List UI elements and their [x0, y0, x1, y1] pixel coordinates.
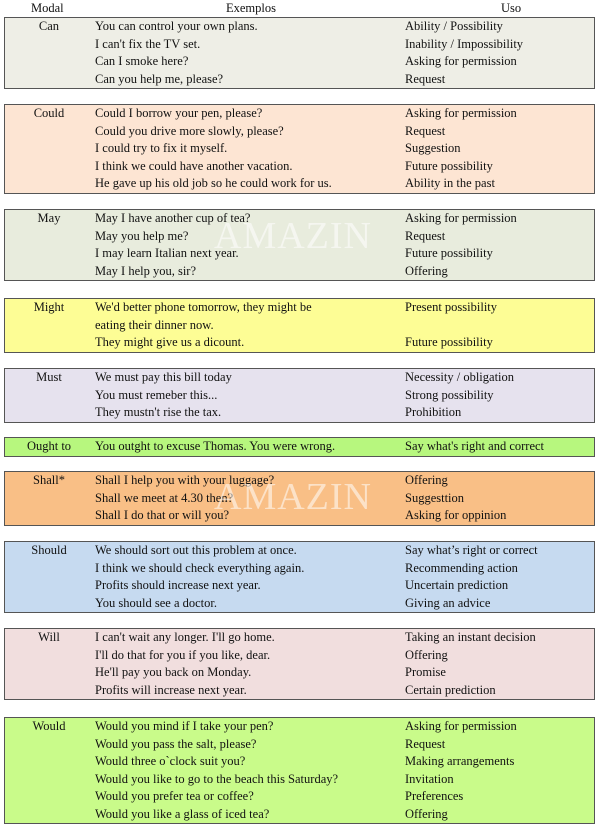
table-row	[5, 105, 594, 123]
table-row	[5, 53, 594, 71]
table-header	[4, 0, 597, 16]
uso-text: Request	[405, 123, 446, 138]
example-text: Could I borrow your pen, please?	[95, 106, 263, 120]
table-row	[5, 36, 594, 54]
uso-text: Preferences	[405, 789, 464, 803]
example-text: I'll do that for you if you like, dear.	[95, 647, 271, 662]
table-row	[5, 664, 594, 682]
uso-text: Future possibility	[405, 158, 493, 173]
example-text: I can't wait any longer. I'll go home.	[95, 630, 275, 644]
example-text: You can control your own plans.	[95, 19, 258, 33]
header-examples: Exemplos	[226, 1, 276, 15]
example-text: Would you mind if I take your pen?	[95, 719, 274, 733]
modal-group-ought-to	[4, 437, 595, 457]
example-text: Would three o`clock suit you?	[95, 754, 246, 768]
uso-text: Offering	[405, 473, 448, 487]
example-text: He gave up his old job so he could work for us.	[95, 176, 332, 190]
uso-text: Taking an instant decision	[405, 630, 536, 644]
modal-group-might	[4, 298, 595, 353]
modal-group-can	[4, 17, 595, 89]
table-row	[5, 228, 594, 246]
example-text: He'll pay you back on Monday.	[95, 665, 252, 679]
modal-group-shall	[4, 471, 595, 526]
example-text: You outght to excuse Thomas. You were wrong.	[95, 439, 336, 453]
table-row	[5, 682, 594, 700]
uso-text: Say what's right and correct	[405, 439, 545, 453]
table-row	[5, 560, 594, 578]
table-row	[5, 334, 594, 352]
uso-text: Say what’s right or correct	[405, 543, 538, 557]
watermark-shall: AMAZIN	[214, 476, 372, 518]
modal-group-could	[4, 104, 595, 194]
modal-group-must	[4, 368, 595, 423]
table-row	[5, 210, 594, 228]
table-row	[5, 71, 594, 89]
example-text: You should see a doctor.	[95, 595, 217, 610]
uso-text: Request	[405, 228, 446, 243]
header-modal: Modal	[31, 1, 64, 15]
uso-text: Present possibility	[405, 300, 498, 314]
modal-label: Can	[38, 19, 60, 33]
uso-text: Uncertain prediction	[405, 578, 509, 592]
example-text: Would you prefer tea or coffee?	[95, 789, 254, 803]
uso-text: Prohibition	[405, 405, 462, 419]
table-row	[5, 158, 594, 176]
modal-label: Ought to	[26, 439, 72, 453]
table-row	[5, 472, 594, 490]
example-text: May I help you, sir?	[95, 263, 197, 278]
example-text: Profits should increase next year.	[95, 578, 261, 592]
example-text: eating their dinner now.	[95, 317, 214, 332]
uso-text: Future possibility	[405, 335, 493, 349]
table-row	[5, 438, 594, 456]
table-row	[5, 140, 594, 158]
example-text: They mustn't rise the tax.	[95, 405, 222, 419]
uso-text: Asking for permission	[405, 106, 517, 120]
example-text: Can you help me, please?	[95, 71, 224, 86]
modal-label: Should	[31, 543, 67, 557]
table-row	[5, 490, 594, 508]
modal-label: Shall*	[33, 473, 65, 487]
example-text: We must pay this bill today	[95, 370, 232, 384]
uso-text: Asking for permission	[405, 719, 517, 733]
table-row	[5, 123, 594, 141]
uso-text: Certain prediction	[405, 682, 496, 697]
example-text: Shall we meet at 4.30 then?	[95, 490, 234, 505]
example-text: Shall I help you with your luggage?	[95, 473, 275, 487]
uso-text: Giving an advice	[405, 595, 491, 610]
modal-label: Might	[33, 300, 65, 314]
example-text: Would you like to go to the beach this Saturday?	[95, 771, 339, 786]
uso-text: Recommending action	[405, 560, 518, 575]
example-text: Profits will increase next year.	[95, 682, 247, 697]
table-row	[5, 718, 594, 736]
uso-text: Strong possibility	[405, 387, 494, 402]
uso-text: Asking for permission	[405, 54, 517, 68]
uso-text: Promise	[405, 665, 446, 679]
uso-text: Ability / Possibility	[405, 19, 503, 33]
example-text: Would you like a glass of iced tea?	[95, 806, 270, 821]
uso-text: Asking for oppinion	[405, 508, 507, 522]
example-text: They might give us a dicount.	[95, 335, 245, 349]
modal-label: Would	[32, 719, 66, 733]
example-text: Would you pass the salt, please?	[95, 736, 257, 751]
table-row	[5, 629, 594, 647]
table-row	[5, 369, 594, 387]
header-uso: Uso	[501, 1, 522, 15]
modal-group-may	[4, 209, 595, 281]
example-text: We'd better phone tomorrow, they might be	[95, 300, 312, 314]
table-row	[5, 245, 594, 263]
table-row	[5, 647, 594, 665]
table-row	[5, 404, 594, 422]
uso-text: Request	[405, 71, 446, 86]
uso-text: Making arrangements	[405, 754, 515, 768]
example-text: I can't fix the TV set.	[95, 36, 201, 51]
uso-text: Suggestion	[405, 141, 461, 155]
table-row	[5, 771, 594, 789]
uso-text: Offering	[405, 647, 448, 662]
table-row	[5, 387, 594, 405]
example-text: I think we should check everything again.	[95, 560, 305, 575]
table-row	[5, 595, 594, 613]
uso-text: Suggesttion	[405, 490, 465, 505]
table-row	[5, 542, 594, 560]
uso-text: Invitation	[405, 771, 454, 786]
table-row	[5, 175, 594, 193]
table-row	[5, 788, 594, 806]
table-row	[5, 507, 594, 525]
uso-text: Request	[405, 736, 446, 751]
table-row	[5, 317, 594, 335]
uso-text: Future possibility	[405, 246, 493, 260]
table-row	[5, 299, 594, 317]
uso-text: Necessity / obligation	[405, 370, 515, 384]
table-row	[5, 263, 594, 281]
example-text: You must remeber this...	[95, 387, 218, 402]
example-text: I could try to fix it myself.	[95, 141, 228, 155]
table-row	[5, 577, 594, 595]
modal-group-will	[4, 628, 595, 700]
modal-label: Will	[38, 630, 60, 644]
uso-text: Ability in the past	[405, 176, 495, 190]
modal-group-should	[4, 541, 595, 613]
uso-text: Offering	[405, 263, 448, 278]
uso-text: Inability / Impossibility	[405, 36, 524, 51]
example-text: We should sort out this problem at once.	[95, 543, 297, 557]
modal-label: Must	[36, 370, 62, 384]
table-row	[5, 806, 594, 824]
modal-group-would	[4, 717, 595, 824]
table-row	[5, 18, 594, 36]
modal-label: May	[37, 211, 61, 225]
example-text: I may learn Italian next year.	[95, 246, 239, 260]
table-row	[5, 736, 594, 754]
table-row	[5, 753, 594, 771]
uso-text: Offering	[405, 806, 448, 821]
example-text: May I have another cup of tea?	[95, 211, 251, 225]
example-text: May you help me?	[95, 228, 189, 243]
watermark-may: AMAZIN	[214, 215, 372, 257]
modal-label: Could	[33, 106, 65, 120]
example-text: Shall I do that or will you?	[95, 508, 230, 522]
example-text: I think we could have another vacation.	[95, 158, 293, 173]
uso-text: Asking for permission	[405, 211, 517, 225]
example-text: Could you drive more slowly, please?	[95, 123, 284, 138]
example-text: Can I smoke here?	[95, 54, 189, 68]
